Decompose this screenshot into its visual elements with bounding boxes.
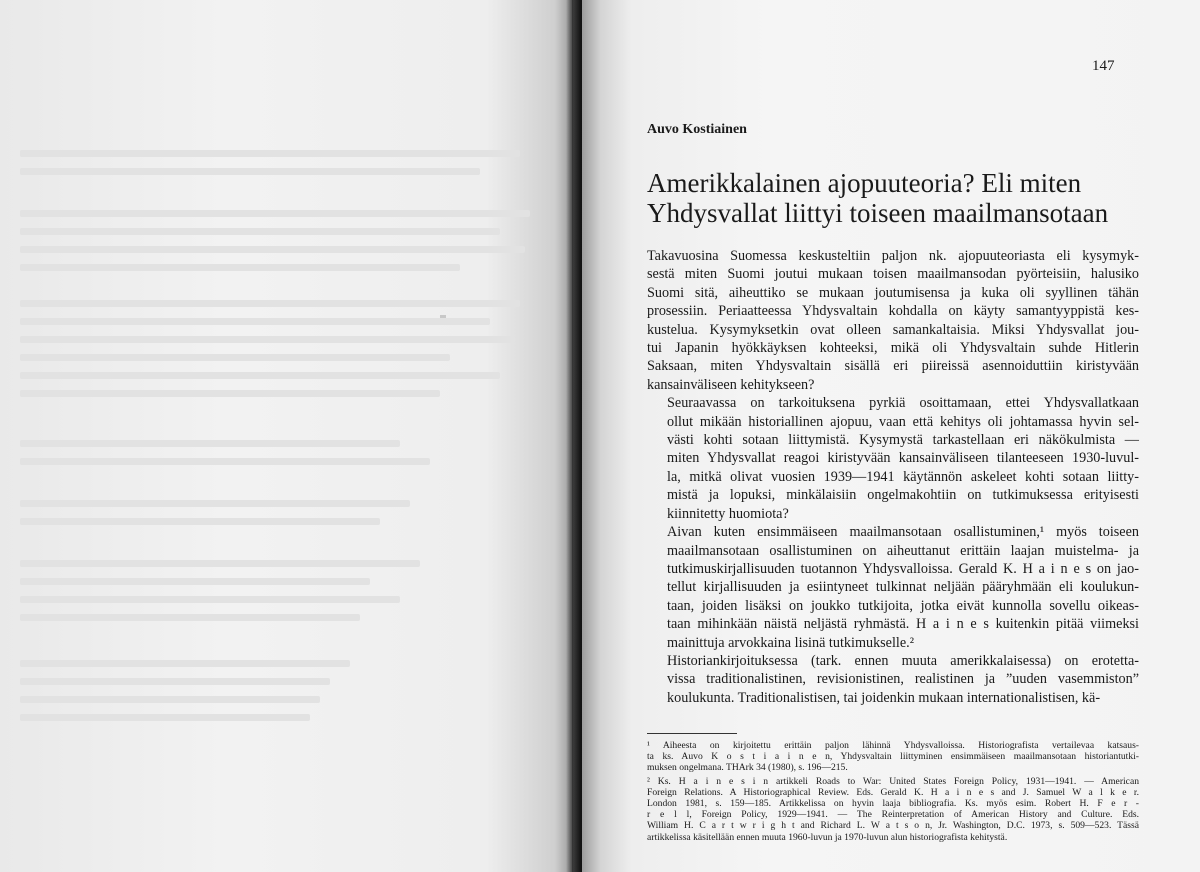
footnote-line: r e l l, Foreign Policy, 1929—1941. — The Reinterpretation of American History and Culture. Eds. bbox=[647, 809, 1139, 821]
footnote-line: ¹ Aiheesta on kirjoitettu erittäin paljon lähinnä Yhdysvalloissa. Historiografista vertailevaa katsaus- bbox=[647, 740, 1139, 751]
show-through-line bbox=[20, 596, 400, 603]
footnote bbox=[647, 740, 1139, 774]
show-through-line bbox=[20, 246, 525, 253]
show-through-line bbox=[20, 210, 530, 217]
show-through-line bbox=[20, 228, 500, 235]
page-number: 147 bbox=[1092, 58, 1115, 74]
paragraph-line: tui Japanin hyökkäyksen kohteeksi, mikä oli Yhdysvaltain suhde Hitlerin bbox=[647, 340, 1139, 357]
footnote-line: ² Ks. H a i n e s i n artikkeli Roads to War: United States Foreign Policy, 1931—1941. — American bbox=[647, 775, 1139, 787]
footnote bbox=[647, 776, 1139, 843]
footnote-rule bbox=[647, 733, 737, 734]
show-through-line bbox=[20, 500, 410, 507]
paragraph-line: miten Yhdysvallat reagoi kiristyvään kansainväliseen tilanteeseen 1930-luvul- bbox=[667, 450, 1139, 467]
footnote-line: Foreign Relations. A Historiographical Review. Eds. Gerald K. H a i n e s and J. Samuel W a l k e r. bbox=[647, 786, 1139, 798]
paragraph bbox=[647, 652, 1139, 707]
show-through-line bbox=[20, 354, 450, 361]
paragraph-line: kansainväliseen kehitykseen? bbox=[647, 376, 815, 393]
paragraph-line: västi kohti sotaan liittymistä. Kysymystä tarkastellaan eri näkökulmista — bbox=[667, 432, 1139, 449]
show-through-line bbox=[20, 678, 330, 685]
show-through-mark bbox=[440, 315, 446, 318]
show-through-line bbox=[20, 578, 370, 585]
paragraph-line: tutkimuskirjallisuuden tuotannon Yhdysvalloissa. Gerald K. H a i n e s on jao- bbox=[667, 560, 1139, 577]
paragraph-line: maailmansotaan osallistuminen on aiheuttanut erittäin laajan muistelma- ja bbox=[667, 542, 1139, 559]
paragraph-line: Aivan kuten ensimmäiseen maailmansotaan osallistuminen,¹ myös toiseen bbox=[667, 524, 1139, 541]
paragraph-line: ollut mikään historiallinen ajopuu, vaan että kehitys oli johtamassa hyvin sel- bbox=[667, 413, 1139, 430]
paragraph-line: tellut kirjallisuuden ja esiintyneet tulkinnat neljään pääryhmään eli koulukun- bbox=[667, 579, 1139, 596]
footnote-line: artikkelissa käsitellään ennen muuta 1960-luvun ja 1970-luvun alun historiografista kehitystä. bbox=[647, 831, 1008, 843]
paragraph-line: Takavuosina Suomessa keskusteltiin paljon nk. ajopuuteoriasta eli kysymyk- bbox=[647, 248, 1139, 264]
footnote-line: ta ks. Auvo K o s t i a i n e n, Yhdysvaltain liittyminen ensimmäiseen maailmansotaan historiantutki- bbox=[647, 751, 1139, 763]
show-through-line bbox=[20, 458, 430, 465]
paragraph-line: koulukunta. Traditionalistisen, tai joidenkin mukaan internationalistisen, kä- bbox=[667, 689, 1101, 706]
paragraph-line: kustelua. Kysymyksetkin ovat olleen samankaltaisia. Miksi Yhdysvallat jou- bbox=[647, 321, 1139, 338]
show-through-line bbox=[20, 390, 440, 397]
paragraph-line: kiinnitetty huomiota? bbox=[667, 505, 789, 522]
footnote-line: William H. C a r t w r i g h t and Richard L. W a t s o n, Jr. Washington, D.C. 1973, s. 509—523. Tässä bbox=[647, 820, 1139, 832]
show-through-line bbox=[20, 300, 520, 307]
show-through-line bbox=[20, 336, 515, 343]
article-title bbox=[647, 168, 1147, 228]
paragraph-line: Historiankirjoituksessa (tark. ennen muuta amerikkalaisessa) on erotetta- bbox=[667, 652, 1139, 669]
footnote-line: muksen ongelmana. THArk 34 (1980), s. 196—215. bbox=[647, 762, 848, 774]
author-name: Auvo Kostiainen bbox=[647, 122, 747, 137]
footnote-line: London 1981, s. 159—185. Artikkelissa on hyvin laaja bibliografia. Ks. myös esim. Robert H. F e r - bbox=[647, 798, 1139, 810]
paragraph bbox=[647, 247, 1139, 394]
paragraph-line: taan, joiden lisäksi on joukko tutkijoita, jotka eivät kunnolla sovellu oikeas- bbox=[667, 597, 1139, 614]
paragraph-line: Saksaan, miten Yhdysvaltain sisällä eri piireissä asennoiduttiin kiristyvään bbox=[647, 358, 1139, 375]
show-through-line bbox=[20, 518, 380, 525]
paragraph-line: taan mihinkään näistä neljästä ryhmästä. H a i n e s kuitenkin pitää viimeksi bbox=[667, 616, 1139, 633]
show-through-line bbox=[20, 440, 400, 447]
title-line: Amerikkalainen ajopuuteoria? Eli miten bbox=[647, 168, 1082, 198]
paragraph-line: Seuraavassa on tarkoituksena pyrkiä osoittamaan, ettei Yhdysvallatkaan bbox=[667, 395, 1139, 412]
paragraph-line: la, mitkä olivat vuosien 1939—1941 käytännön askeleet kohti sotaan liitty- bbox=[667, 468, 1139, 485]
show-through-line bbox=[20, 264, 460, 271]
show-through-line bbox=[20, 696, 320, 703]
paragraph-line: mistä ja lopuksi, minkälaisiin ongelmakohtiin on tutkimuksessa erityisesti bbox=[667, 487, 1139, 504]
right-page bbox=[582, 0, 1200, 872]
show-through-line bbox=[20, 560, 420, 567]
paragraph bbox=[647, 394, 1139, 523]
show-through-line bbox=[20, 150, 520, 157]
paragraph-line: sestä miten Suomi joutui mukaan toisen maailmansodan pyörteisiin, halusiko bbox=[647, 266, 1139, 283]
show-through-line bbox=[20, 318, 490, 325]
show-through-line bbox=[20, 714, 310, 721]
paragraph-line: prosessiin. Periaatteessa Yhdysvaltain kohdalla on käyty samantyyppistä kes- bbox=[647, 303, 1139, 320]
footnotes bbox=[647, 740, 1139, 845]
paragraph-line: vissa traditionalistinen, revisionistinen, realistinen ja ”uuden vasemmiston” bbox=[667, 671, 1139, 688]
show-through-line bbox=[20, 372, 500, 379]
show-through-line bbox=[20, 660, 350, 667]
paragraph-line: mainittuja arvokkaina lisinä tutkimukselle.² bbox=[667, 634, 914, 651]
body-text bbox=[647, 247, 1139, 707]
title-line: Yhdysvallat liittyi toiseen maailmansotaan bbox=[647, 198, 1109, 228]
show-through-line bbox=[20, 168, 480, 175]
left-page-blank bbox=[0, 0, 572, 872]
paragraph-line: Suomi sitä, aiheuttiko se mukaan joutumisensa ja kuka oli syyllinen tähän bbox=[647, 284, 1139, 301]
show-through-line bbox=[20, 614, 360, 621]
paragraph bbox=[647, 523, 1139, 652]
